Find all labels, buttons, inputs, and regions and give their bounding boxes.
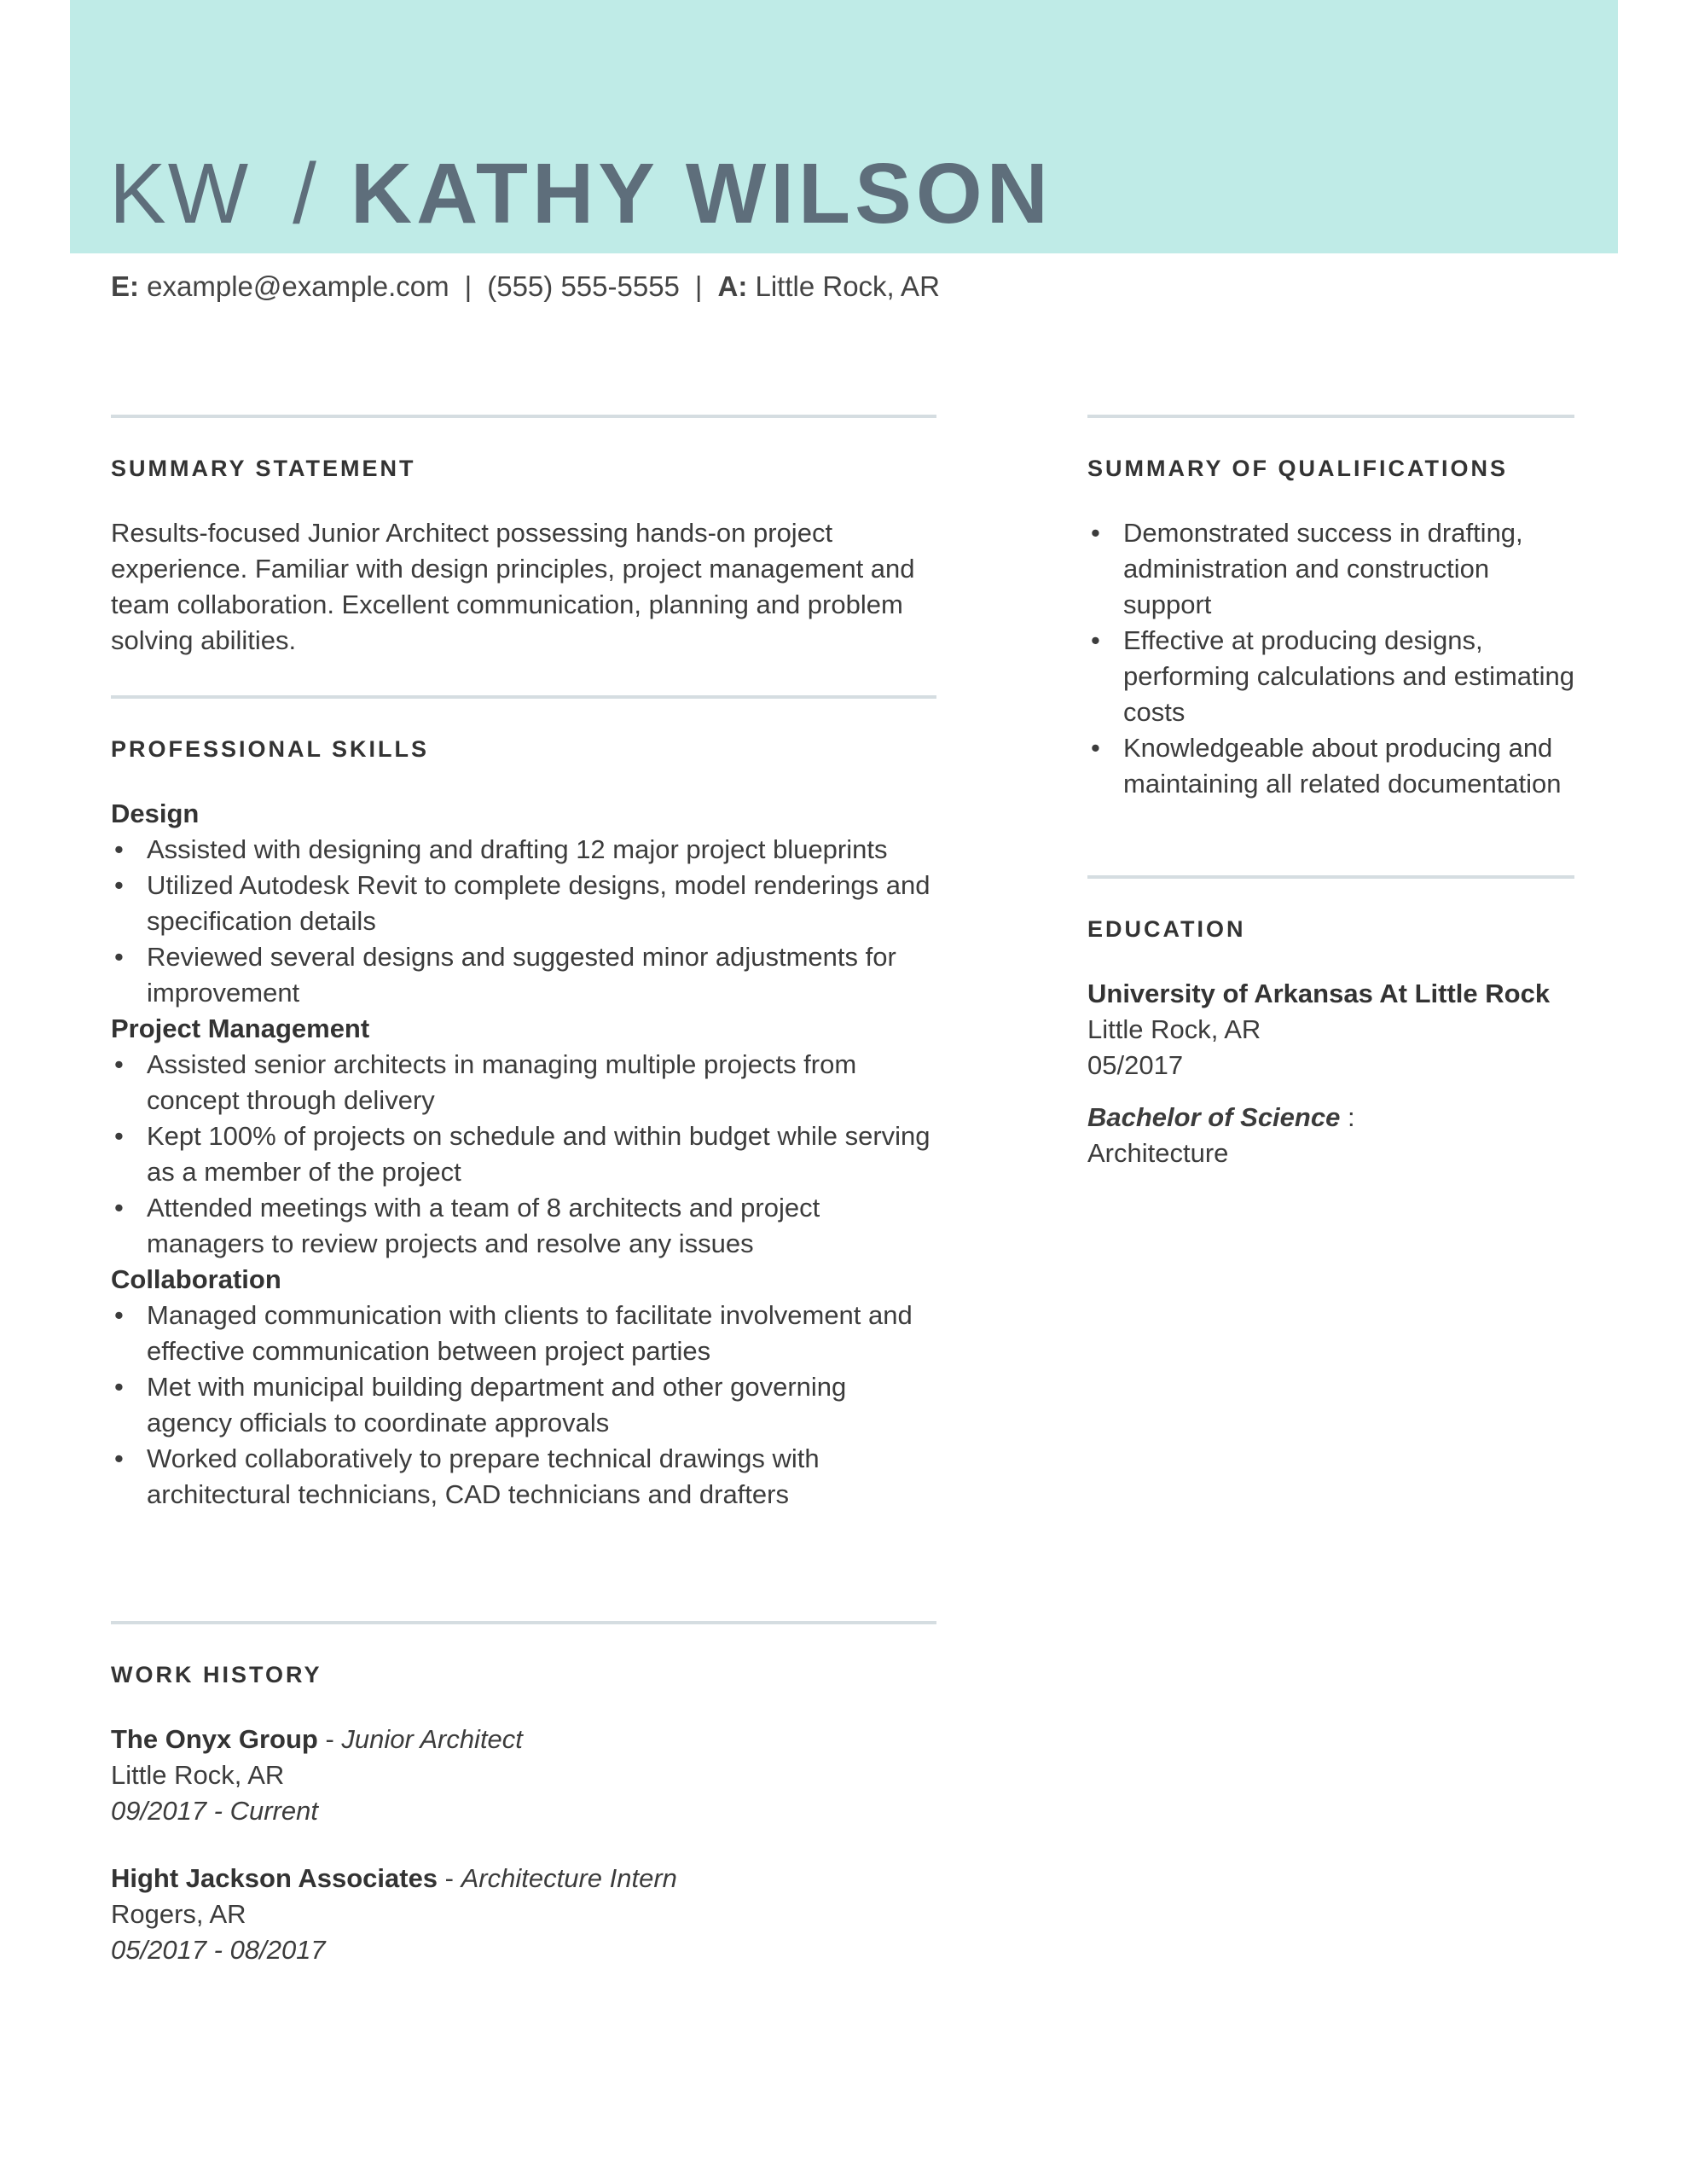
job-entry [111,1861,936,1968]
list-item: • Managed communication with clients to facilitate involvement and effective communication between project parties [111,1298,936,1369]
skill-group-title: Project Management [111,1014,370,1043]
list-item: • Met with municipal building department and other governing agency officials to coordinate approvals [111,1369,936,1441]
skill-bullets [111,1298,936,1513]
list-item: • Reviewed several designs and suggested minor adjustments for improvement [111,939,936,1011]
field-of-study: Architecture [1087,1138,1229,1168]
section-heading: EDUCATION [1087,916,1246,942]
work-list [111,1722,936,1968]
job-location: Little Rock, AR [111,1760,285,1790]
list-item: • Worked collaboratively to prepare technical drawings with architectural technicians, CAD technicians and drafters [111,1441,936,1513]
name-heading [109,147,1052,241]
section-heading: PROFESSIONAL SKILLS [111,736,430,762]
degree-separator: : [1340,1102,1355,1132]
job-title: Architecture Intern [461,1863,677,1893]
address-label: A: [717,270,748,302]
job-dates: 05/2017 - 08/2017 [111,1935,326,1965]
work-section [111,1621,936,2000]
dash: - [438,1863,461,1893]
skills-section [111,695,936,1513]
job-title: Junior Architect [341,1724,523,1754]
qualifications-section [1087,415,1574,802]
phone: (555) 555-5555 [487,270,680,302]
list-item: • Utilized Autodesk Revit to complete designs, model renderings and specification details [111,868,936,939]
job-header [111,1861,936,1896]
email: example@example.com [147,270,449,302]
summary-text: Results-focused Junior Architect possessing hands-on project experience. Familiar with design principles, project management and team collaboration. Excellent communication, planning and problem solving abilities. [111,518,915,655]
contact-line [111,268,940,305]
initials: KW [109,146,251,241]
school-location: Little Rock, AR [1087,1014,1261,1044]
divider [111,695,936,699]
list-item: • Assisted with designing and drafting 12 major project blueprints [111,832,936,868]
separator: | [694,270,703,302]
divider [1087,415,1574,418]
skill-bullets [111,832,936,1011]
address: Little Rock, AR [755,270,940,302]
skill-group-title: Collaboration [111,1264,281,1294]
job-dates: 09/2017 - Current [111,1796,318,1826]
skill-bullets [111,1047,936,1262]
section-heading: SUMMARY OF QUALIFICATIONS [1087,456,1508,481]
summary-section [111,415,936,659]
company-name: The Onyx Group [111,1724,318,1754]
list-item: • Kept 100% of projects on schedule and within budget while serving as a member of the project [111,1118,936,1190]
dash: - [317,1724,342,1754]
divider [111,415,936,418]
list-item: • Effective at producing designs, performing calculations and estimating costs [1087,623,1574,730]
section-heading: WORK HISTORY [111,1662,322,1687]
graduation-date: 05/2017 [1087,1050,1184,1080]
job-entry [111,1722,936,1829]
company-name: Hight Jackson Associates [111,1863,438,1893]
divider [111,1621,936,1624]
divider [1087,875,1574,879]
full-name: KATHY WILSON [350,146,1052,241]
email-label: E: [111,270,139,302]
separator: | [464,270,472,302]
list-item: • Knowledgeable about producing and maintaining all related documentation [1087,730,1574,802]
job-location: Rogers, AR [111,1899,246,1929]
degree: Bachelor of Science [1087,1102,1341,1132]
list-item: • Assisted senior architects in managing multiple projects from concept through delivery [111,1047,936,1118]
qualifications-list [1087,515,1574,802]
job-header [111,1722,936,1757]
education-section [1087,875,1574,1171]
section-heading: SUMMARY STATEMENT [111,456,416,481]
skill-group-title: Design [111,799,200,828]
name-slash: / [293,146,316,241]
list-item: • Attended meetings with a team of 8 architects and project managers to review projects and resolve any issues [111,1190,936,1262]
skills-list [111,796,936,1513]
list-item: • Demonstrated success in drafting, administration and construction support [1087,515,1574,623]
school-name: University of Arkansas At Little Rock [1087,979,1551,1008]
